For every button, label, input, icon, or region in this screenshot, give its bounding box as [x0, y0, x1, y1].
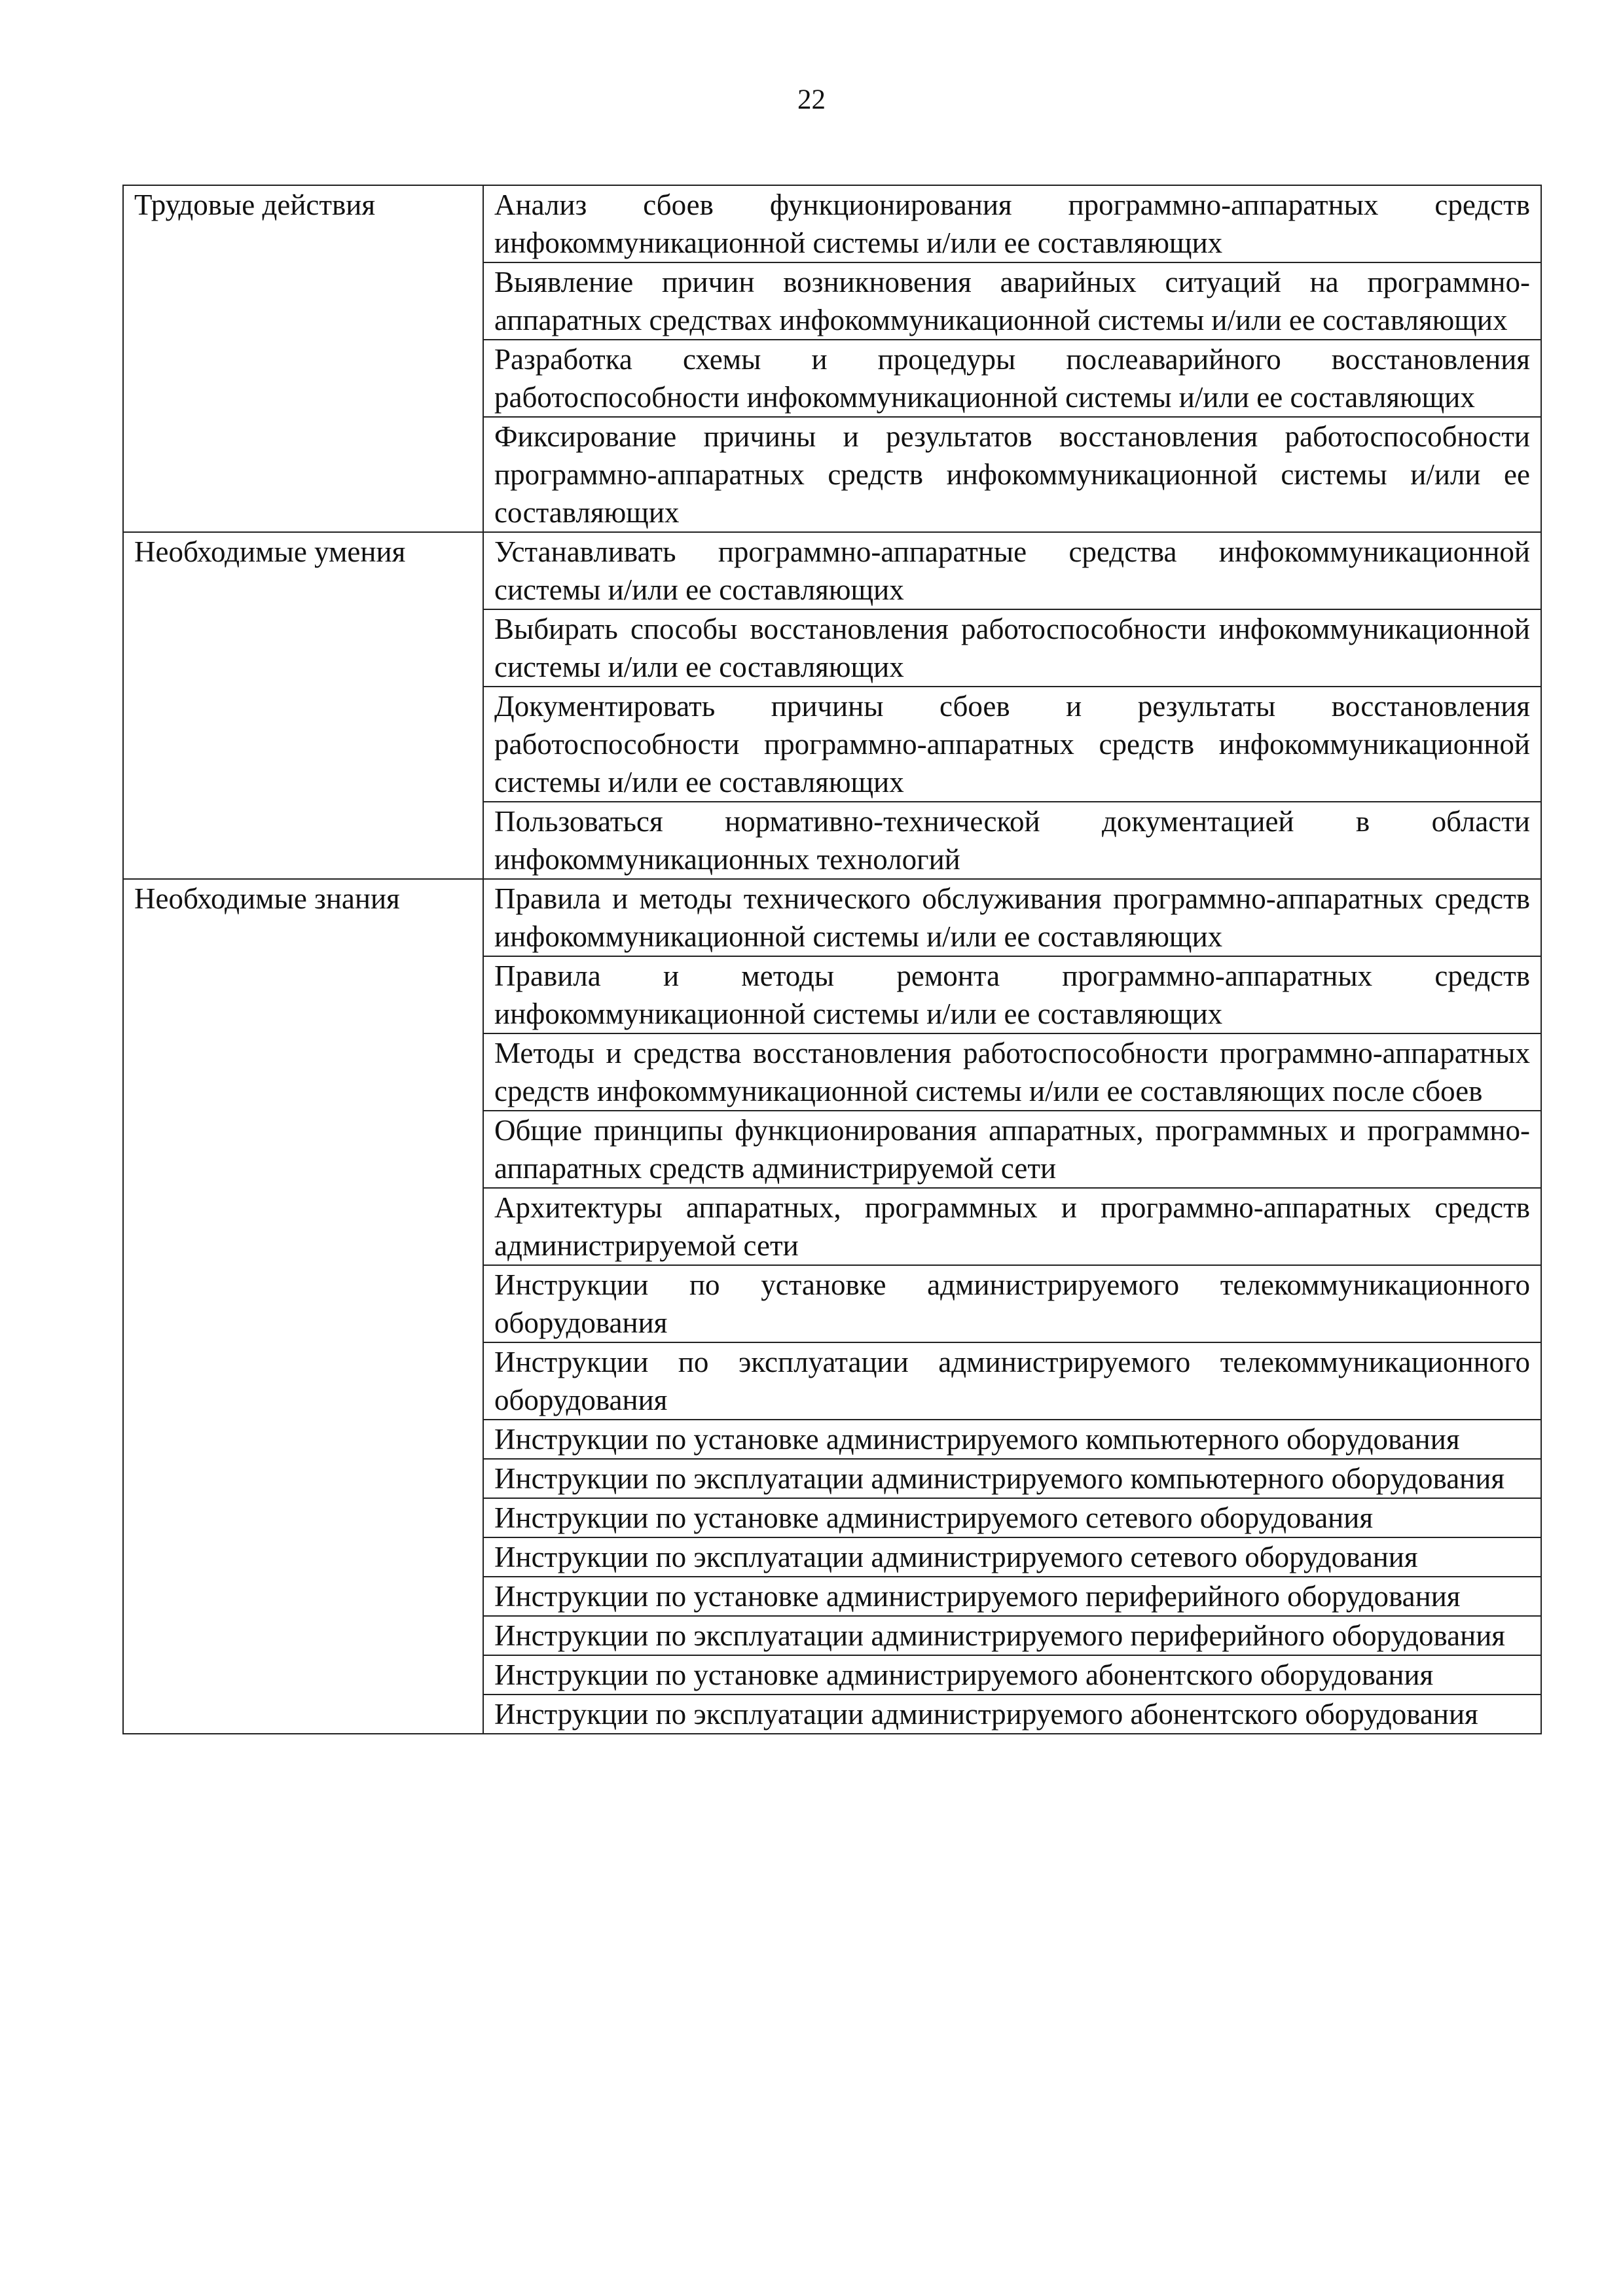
list-item: Инструкции по установке администрируемого телекоммуникационного оборудования — [483, 1265, 1541, 1342]
list-item: Инструкции по эксплуатации администрируемого периферийного оборудования — [483, 1616, 1541, 1655]
list-item: Методы и средства восстановления работоспособности программно-аппаратных средств инфокоммуникационной системы и/или ее составляющих после сбоев — [483, 1033, 1541, 1111]
page-number: 22 — [797, 84, 826, 115]
list-item: Документировать причины сбоев и результаты восстановления работоспособности программно-аппаратных средств инфокоммуникационной системы и/или ее составляющих — [483, 687, 1541, 802]
section-label-required-knowledge: Необходимые знания — [123, 879, 483, 1734]
list-item: Архитектуры аппаратных, программных и программно-аппаратных средств администрируемой сети — [483, 1188, 1541, 1265]
list-item: Инструкции по установке администрируемого сетевого оборудования — [483, 1498, 1541, 1537]
list-item: Инструкции по установке администрируемого абонентского оборудования — [483, 1655, 1541, 1695]
competency-table — [122, 185, 1542, 1734]
list-item: Устанавливать программно-аппаратные средства инфокоммуникационной системы и/или ее составляющих — [483, 532, 1541, 609]
list-item: Выбирать способы восстановления работоспособности инфокоммуникационной системы и/или ее составляющих — [483, 609, 1541, 687]
table-row — [123, 185, 1541, 262]
list-item: Общие принципы функционирования аппаратных, программных и программно-аппаратных средств администрируемой сети — [483, 1111, 1541, 1188]
list-item: Инструкции по эксплуатации администрируемого телекоммуникационного оборудования — [483, 1342, 1541, 1420]
list-item: Инструкции по установке администрируемого компьютерного оборудования — [483, 1420, 1541, 1459]
list-item: Фиксирование причины и результатов восстановления работоспособности программно-аппаратных средств инфокоммуникационной системы и/или ее составляющих — [483, 417, 1541, 532]
table-row — [123, 879, 1541, 956]
list-item: Инструкции по установке администрируемого периферийного оборудования — [483, 1577, 1541, 1616]
list-item: Инструкции по эксплуатации администрируемого компьютерного оборудования — [483, 1459, 1541, 1498]
list-item: Инструкции по эксплуатации администрируемого сетевого оборудования — [483, 1537, 1541, 1577]
list-item: Анализ сбоев функционирования программно-аппаратных средств инфокоммуникационной системы и/или ее составляющих — [483, 185, 1541, 262]
section-label-required-skills: Необходимые умения — [123, 532, 483, 879]
list-item: Выявление причин возникновения аварийных ситуаций на программно-аппаратных средствах инфокоммуникационной системы и/или ее составляющих — [483, 262, 1541, 340]
list-item: Правила и методы ремонта программно-аппаратных средств инфокоммуникационной системы и/или ее составляющих — [483, 956, 1541, 1033]
table-row — [123, 532, 1541, 609]
list-item: Пользоваться нормативно-технической документацией в области инфокоммуникационных технологий — [483, 802, 1541, 879]
list-item: Инструкции по эксплуатации администрируемого абонентского оборудования — [483, 1695, 1541, 1734]
list-item: Разработка схемы и процедуры послеаварийного восстановления работоспособности инфокоммуникационной системы и/или ее составляющих — [483, 340, 1541, 417]
list-item: Правила и методы технического обслуживания программно-аппаратных средств инфокоммуникационной системы и/или ее составляющих — [483, 879, 1541, 956]
section-label-labor-actions: Трудовые действия — [123, 185, 483, 532]
